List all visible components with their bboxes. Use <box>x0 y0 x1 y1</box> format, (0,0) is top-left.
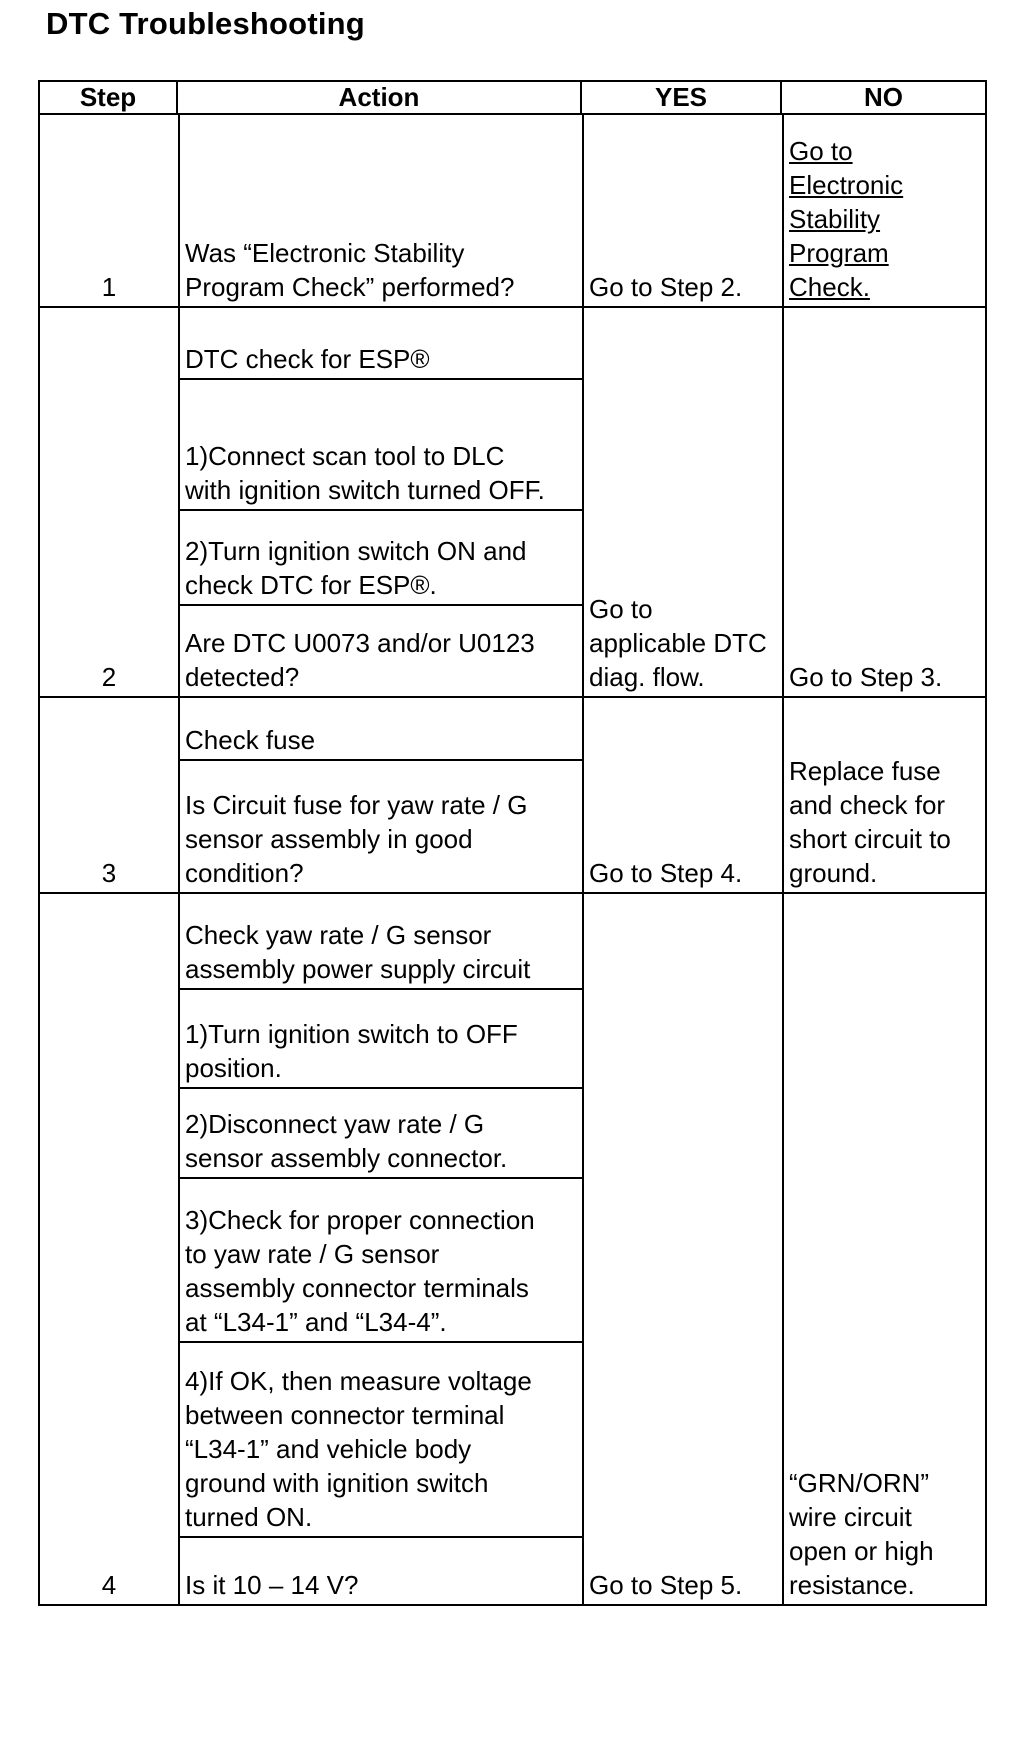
text-line: turned ON. <box>185 1502 313 1533</box>
text-line: wire circuit <box>789 1502 912 1532</box>
text-line: Go to Step 5. <box>589 1570 743 1600</box>
text-line: to yaw rate / G sensor <box>185 1238 440 1269</box>
text-line: 1)Connect scan tool to DLC <box>185 440 505 471</box>
step-number <box>38 115 178 308</box>
yes-result <box>582 308 782 698</box>
text-line: detected? <box>185 662 300 692</box>
header-step: Step <box>38 80 178 115</box>
page-title: DTC Troubleshooting <box>46 6 365 41</box>
text-line: 4)If OK, then measure voltage <box>185 1366 532 1397</box>
header-no: NO <box>782 80 987 115</box>
action-item <box>180 1179 582 1343</box>
text-line: Electronic <box>789 170 904 200</box>
text-line: Go to Step 3. <box>789 662 943 692</box>
action-item <box>180 511 582 607</box>
action-cell <box>178 698 582 894</box>
step-number <box>38 308 178 698</box>
action-cell <box>178 894 582 1606</box>
text-line: Check fuse <box>185 725 316 756</box>
text-line: at “L34-1” and “L34-4”. <box>185 1306 447 1337</box>
text-line: Check yaw rate / G sensor <box>185 919 492 950</box>
text-line: resistance. <box>789 1570 915 1600</box>
step-number <box>38 894 178 1606</box>
text-line: Are DTC U0073 and/or U0123 <box>185 628 535 658</box>
text-line: “L34-1” and vehicle body <box>185 1434 472 1465</box>
text-line: applicable DTC <box>589 628 767 658</box>
text-line: 2)Disconnect yaw rate / G <box>185 1109 485 1140</box>
action-cell <box>178 115 582 308</box>
text-line: position. <box>185 1053 282 1084</box>
text-line: 3)Check for proper connection <box>185 1204 535 1235</box>
text-line: “GRN/ORN” <box>789 1468 930 1498</box>
text-line: assembly power supply circuit <box>185 953 531 984</box>
text-line: Is it 10 – 14 V? <box>185 1569 359 1600</box>
action-item <box>180 990 582 1090</box>
text-line: Go to Step 4. <box>589 858 743 888</box>
text-line: Go to <box>589 594 653 624</box>
step-label: 3 <box>101 858 117 888</box>
header-yes: YES <box>582 80 782 115</box>
step-label: 2 <box>101 662 117 692</box>
action-item <box>180 698 582 761</box>
no-result <box>782 894 987 1606</box>
action-item <box>180 1089 582 1179</box>
text-line: Was “Electronic Stability <box>185 238 465 268</box>
no-result <box>782 698 987 894</box>
text-line: diag. flow. <box>589 662 705 692</box>
step-label: 1 <box>101 272 117 302</box>
action-item <box>180 1343 582 1538</box>
text-line: Program <box>789 238 889 268</box>
text-line: 2)Turn ignition switch ON and <box>185 536 527 567</box>
action-item <box>180 308 582 380</box>
action-item <box>180 606 582 696</box>
action-item <box>180 1538 582 1604</box>
action-item <box>180 761 582 892</box>
text-line: check DTC for ESP®. <box>185 570 437 601</box>
text-line: DTC check for ESP® <box>185 343 430 374</box>
action-item <box>180 115 582 306</box>
text-line: Stability <box>789 204 881 234</box>
text-line: Go to Step 2. <box>589 272 743 302</box>
action-item <box>180 894 582 990</box>
text-line: ground. <box>789 858 878 888</box>
text-line: short circuit to <box>789 824 951 854</box>
troubleshooting-table <box>38 80 987 1606</box>
text-line: and check for <box>789 790 946 820</box>
text-line: open or high <box>789 1536 934 1566</box>
text-line: assembly connector terminals <box>185 1272 529 1303</box>
action-item <box>180 380 582 511</box>
no-result-link[interactable] <box>782 115 987 308</box>
text-line: Check. <box>789 272 870 302</box>
text-line: Replace fuse <box>789 756 941 786</box>
step-number <box>38 698 178 894</box>
text-line: Program Check” performed? <box>185 272 515 302</box>
text-line: ground with ignition switch <box>185 1468 489 1499</box>
text-line: sensor assembly connector. <box>185 1143 508 1174</box>
header-action: Action <box>178 80 582 115</box>
yes-result <box>582 698 782 894</box>
yes-result <box>582 894 782 1606</box>
yes-result <box>582 115 782 308</box>
text-line: Is Circuit fuse for yaw rate / G <box>185 790 528 820</box>
text-line: with ignition switch turned OFF. <box>185 474 545 505</box>
text-line: 1)Turn ignition switch to OFF <box>185 1019 518 1050</box>
no-result <box>782 308 987 698</box>
step-label: 4 <box>101 1570 117 1600</box>
text-line: between connector terminal <box>185 1400 505 1431</box>
text-line: Go to <box>789 136 853 166</box>
action-cell <box>178 308 582 698</box>
text-line: condition? <box>185 858 304 888</box>
text-line: sensor assembly in good <box>185 824 473 854</box>
